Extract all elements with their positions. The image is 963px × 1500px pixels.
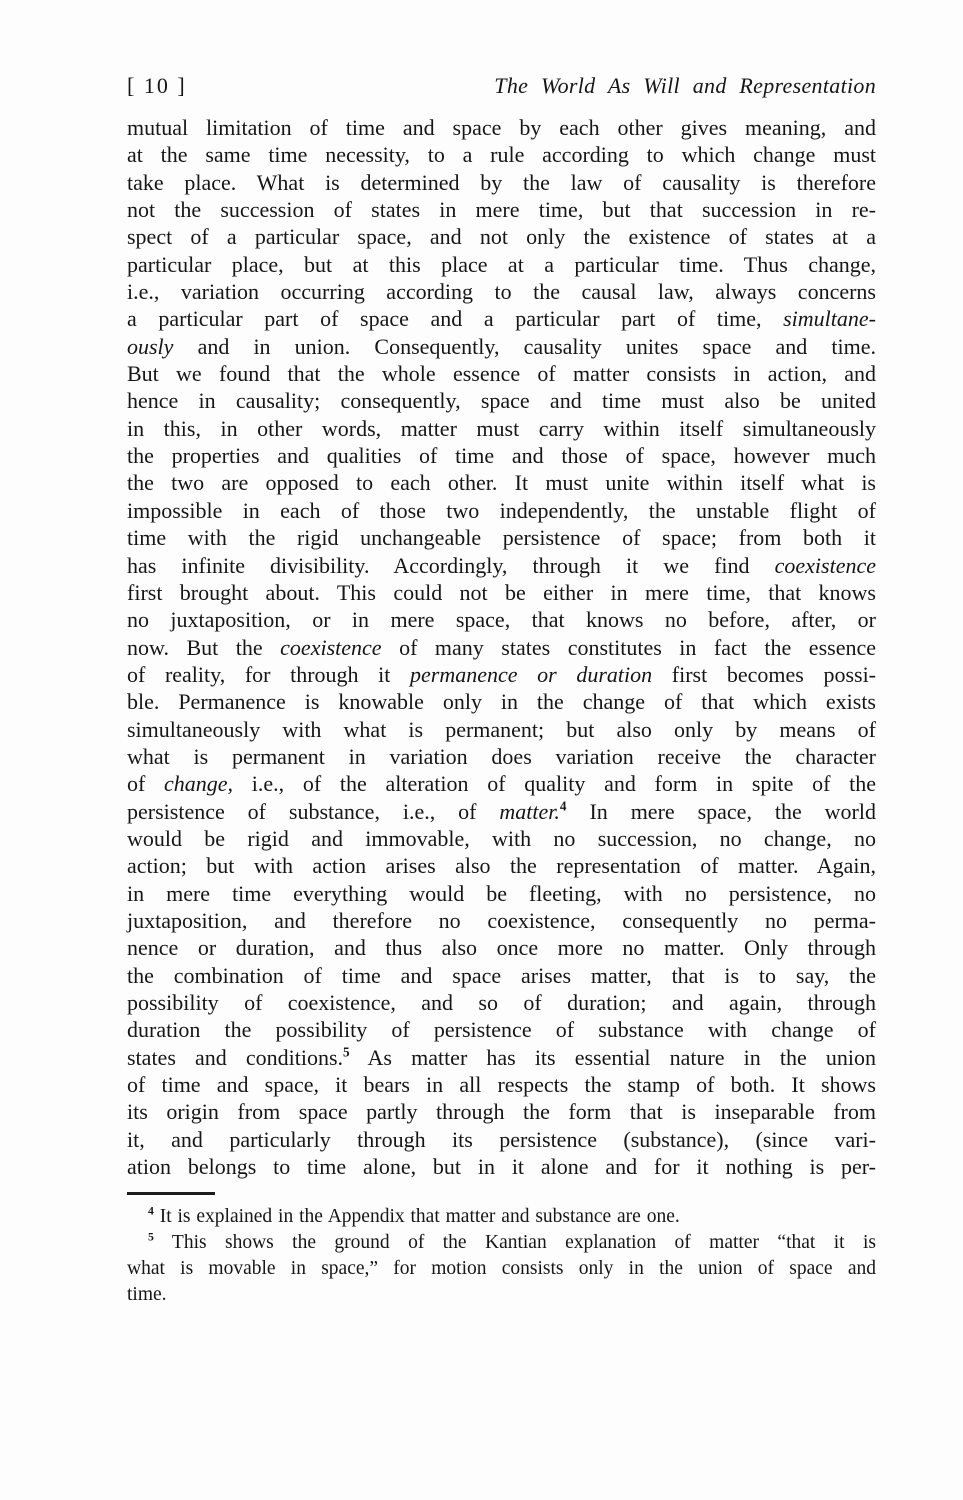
text-segment: its origin from space partly through the form that is inseparable from — [127, 1099, 876, 1125]
text-segment: i.e., variation occurring according to the causal law, always concerns — [127, 279, 876, 305]
text-segment: i.e., of the alteration of quality and form in spite of the — [233, 771, 876, 797]
footnote-marker: 5 — [148, 1230, 154, 1244]
body-text-line — [127, 415, 876, 442]
text-segment: in mere time everything would be fleeting, with no persistence, no — [127, 880, 876, 906]
body-text-line — [127, 1071, 876, 1098]
text-segment: ble. Permanence is knowable only in the change of that which exists — [127, 689, 876, 715]
body-text-line — [127, 661, 876, 688]
italic-text-segment: change, — [164, 771, 234, 797]
body-text-line — [127, 989, 876, 1016]
text-segment: action; but with action arises also the representation of matter. Again, — [127, 853, 876, 879]
body-text-line — [127, 934, 876, 961]
body-text-line — [127, 1098, 876, 1125]
footnote-marker: 5 — [343, 1044, 350, 1060]
body-text-line — [127, 223, 876, 250]
text-segment: This shows the ground of the Kantian explanation of matter “that it is — [153, 1232, 876, 1254]
text-segment: of time and space, it bears in all respects the stamp of both. It shows — [127, 1072, 876, 1098]
text-segment: in this, in other words, matter must carry within itself simultaneously — [127, 415, 876, 441]
body-text-line — [127, 524, 876, 551]
text-segment: has infinite divisibility. Accordingly, through it we find — [127, 552, 775, 578]
body-text-line — [127, 1016, 876, 1043]
body-text-line — [127, 278, 876, 305]
body-text-line — [127, 469, 876, 496]
body-text-line — [127, 579, 876, 606]
text-segment: simultaneously with what is permanent; but also only by means of — [127, 716, 876, 742]
text-segment: take place. What is determined by the law of causality is therefore — [127, 169, 876, 195]
body-text-line — [127, 333, 876, 360]
text-segment: time with the rigid unchangeable persistence of space; from both it — [127, 525, 876, 551]
body-text-line — [127, 497, 876, 524]
footnote-line — [127, 1204, 876, 1230]
body-text-line — [127, 1126, 876, 1153]
body-text-line — [127, 852, 876, 879]
body-text-line — [127, 825, 876, 852]
text-segment: of many states constitutes in fact the essence — [381, 634, 876, 660]
body-text-line — [127, 169, 876, 196]
footnote-marker: 4 — [559, 798, 567, 814]
text-segment: As matter has its essential nature in the union — [349, 1044, 876, 1070]
text-segment: the two are opposed to each other. It must unite within itself what is — [127, 470, 876, 496]
body-text-line — [127, 880, 876, 907]
footnote-line — [127, 1282, 876, 1308]
footnote-line — [127, 1230, 876, 1256]
text-segment: first brought about. This could not be either in mere time, that knows — [127, 579, 876, 605]
text-segment: would be rigid and immovable, with no succession, no change, no — [127, 825, 876, 851]
body-text-line — [127, 387, 876, 414]
body-text-line — [127, 907, 876, 934]
text-segment: the combination of time and space arises matter, that is to say, the — [127, 962, 876, 988]
text-segment: nence or duration, and thus also once more no matter. Only through — [127, 935, 876, 961]
italic-text-segment: coexistence — [280, 634, 382, 660]
body-text-line — [127, 360, 876, 387]
italic-text-segment: matter. — [499, 798, 560, 824]
text-segment: states and conditions. — [127, 1044, 344, 1070]
text-segment: juxtaposition, and therefore no coexistence, consequently no perma- — [127, 907, 876, 933]
body-text-line — [127, 141, 876, 168]
text-segment: the properties and qualities of time and those of space, however much — [127, 443, 876, 469]
text-segment: duration the possibility of persistence of substance with change of — [127, 1017, 876, 1043]
footnote-marker: 4 — [148, 1204, 154, 1218]
footnote-line — [127, 1256, 876, 1282]
text-segment: now. But the — [127, 634, 281, 660]
page-number: [ 10 ] — [127, 73, 187, 98]
body-text — [127, 114, 876, 1180]
italic-text-segment: coexistence — [774, 552, 876, 578]
italic-text-segment: ously — [127, 333, 174, 359]
body-text-line — [127, 1153, 876, 1180]
text-segment: and in union. Consequently, causality unites space and time. — [173, 333, 876, 359]
text-segment: particular place, but at this place at a particular time. Thus change, — [127, 251, 876, 277]
footnote-rule — [127, 1192, 215, 1195]
text-segment: a particular part of space and a particular part of time, — [127, 306, 784, 332]
body-text-line — [127, 1044, 876, 1071]
body-text-line — [127, 962, 876, 989]
text-segment: In mere space, the world — [566, 798, 876, 824]
italic-text-segment: simultane- — [783, 306, 876, 332]
body-text-line — [127, 798, 876, 825]
text-segment: what is movable in space,” for motion consists only in the union of space and — [127, 1258, 876, 1280]
text-segment: persistence of substance, i.e., of — [127, 798, 500, 824]
text-segment: ation belongs to time alone, but in it alone and for it nothing is per- — [127, 1154, 876, 1180]
text-segment: at the same time necessity, to a rule according to which change must — [127, 142, 876, 168]
text-segment: no juxtaposition, or in mere space, that knows no before, after, or — [127, 607, 876, 633]
text-segment: of reality, for through it — [127, 661, 411, 687]
body-text-line — [127, 606, 876, 633]
text-segment: what is permanent in variation does variation receive the character — [127, 743, 876, 769]
body-text-line — [127, 305, 876, 332]
body-text-line — [127, 688, 876, 715]
body-text-line — [127, 552, 876, 579]
text-segment: It is explained in the Appendix that matter and substance are one. — [153, 1206, 680, 1228]
text-segment: of — [127, 771, 165, 797]
text-segment: it, and particularly through its persistence (substance), (since vari- — [127, 1126, 876, 1152]
text-segment: spect of a particular space, and not only the existence of states at a — [127, 224, 876, 250]
text-segment: impossible in each of those two independently, the unstable flight of — [127, 497, 876, 523]
body-text-line — [127, 634, 876, 661]
body-text-line — [127, 770, 876, 797]
text-segment: possibility of coexistence, and so of duration; and again, through — [127, 990, 876, 1015]
body-text-line — [127, 716, 876, 743]
text-segment: time. — [127, 1284, 167, 1306]
text-segment: first becomes possi- — [652, 661, 877, 687]
body-text-line — [127, 251, 876, 278]
running-title: The World As Will and Representation — [494, 73, 876, 98]
body-text-line — [127, 196, 876, 223]
footnotes — [127, 1204, 876, 1308]
text-segment: hence in causality; consequently, space and time must also be united — [127, 388, 876, 414]
text-segment: But we found that the whole essence of matter consists in action, and — [127, 361, 876, 387]
running-head — [127, 72, 876, 100]
italic-text-segment: permanence or duration — [410, 661, 653, 687]
body-text-line — [127, 743, 876, 770]
text-segment: mutual limitation of time and space by each other gives meaning, and — [127, 115, 876, 140]
text-segment: not the succession of states in mere time, but that succession in re- — [127, 197, 876, 223]
body-text-line — [127, 114, 876, 141]
body-text-line — [127, 442, 876, 469]
